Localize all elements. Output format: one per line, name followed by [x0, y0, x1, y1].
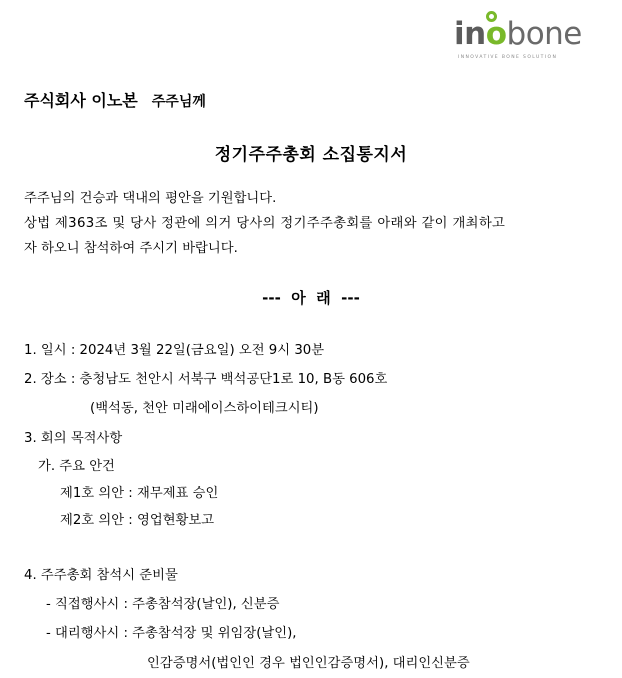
prep-direct: - 직접행사시 : 주총참석장(날인), 신분증 [46, 597, 280, 612]
logo-text-in: in [454, 16, 486, 52]
item-place: 2. 장소 : 충청남도 천안시 서북구 백석공단1로 10, B동 606호 [24, 372, 388, 387]
agenda-header: 가. 주요 안건 [38, 459, 115, 474]
agenda-item-1: 제1호 의안 : 재무제표 승인 [60, 486, 219, 501]
addressee-honorific: 주주님께 [151, 94, 206, 110]
greeting-line-1: 주주님의 건승과 댁내의 평안을 기원합니다. [24, 191, 277, 206]
logo-text-bone: bone [506, 16, 582, 52]
prep-proxy-continued: 인감증명서(법인인 경우 법인인감증명서), 대리인신분증 [147, 656, 470, 671]
logo-tagline: INNOVATIVE BONE SOLUTION [458, 55, 558, 60]
agenda-item-2: 제2호 의안 : 영업현황보고 [60, 513, 215, 528]
addressee [24, 88, 206, 111]
logo-dot-icon [486, 11, 497, 22]
item-preparation: 4. 주주총회 참석시 준비물 [24, 568, 178, 583]
logo-wordmark [454, 6, 582, 62]
ara-heading: --- 아 래 --- [262, 289, 360, 307]
addressee-company: 주식회사 이노본 [24, 91, 138, 110]
logo-text-o: o [485, 16, 507, 52]
greeting-line-2: 상법 제363조 및 당사 정관에 의거 당사의 정기주주총회를 아래와 같이 개최하고 [24, 216, 506, 231]
prep-proxy: - 대리행사시 : 주총참석장 및 위임장(날인), [46, 626, 297, 641]
item-datetime: 1. 일시 : 2024년 3월 22일(금요일) 오전 9시 30분 [24, 343, 325, 358]
item-purpose: 3. 회의 목적사항 [24, 431, 123, 446]
item-place-detail: (백석동, 천안 미래에이스하이테크시티) [90, 401, 319, 416]
company-logo [454, 6, 594, 62]
greeting-line-3: 자 하오니 참석하여 주시기 바랍니다. [24, 241, 238, 256]
document-title: 정기주주총회 소집통지서 [214, 145, 408, 165]
